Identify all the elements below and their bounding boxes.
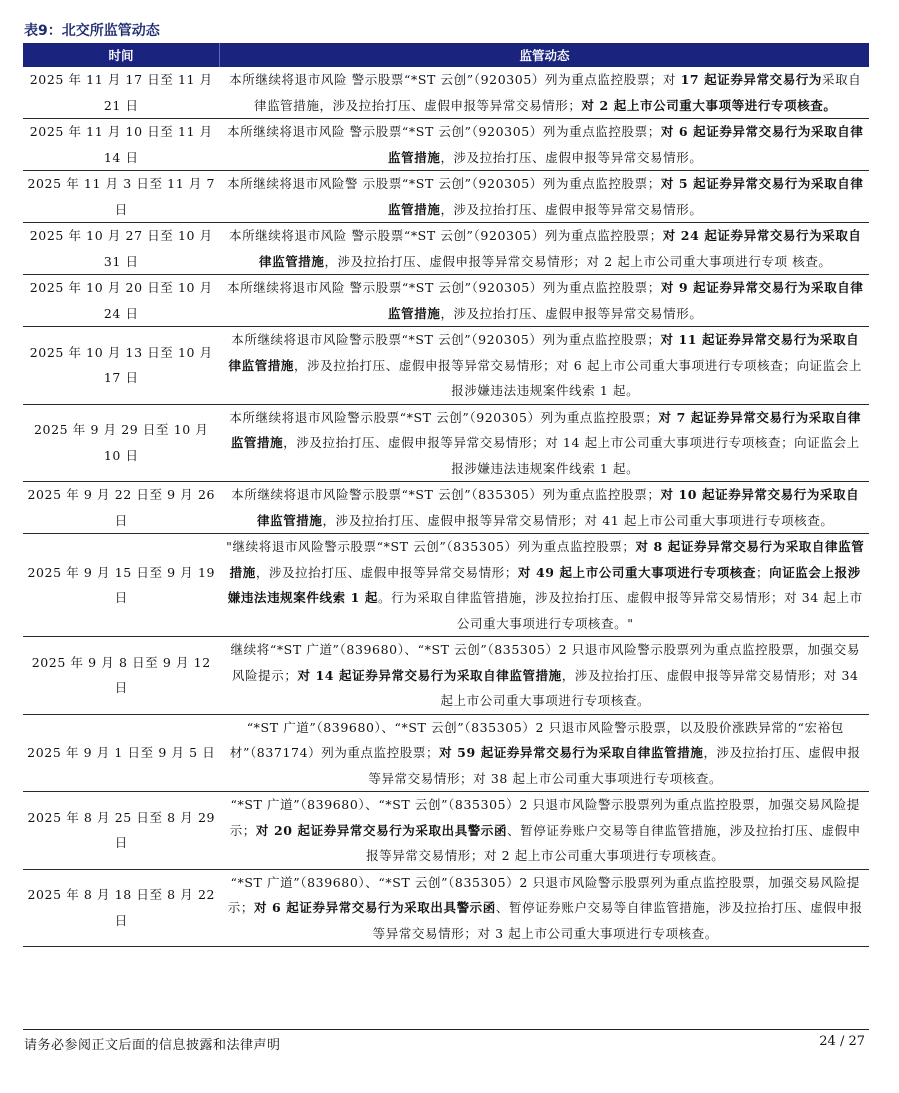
footer-disclaimer: 请务必参阅正文后面的信息披露和法律声明 [24,1038,281,1053]
content-emphasis: 对 5 起证券异常交易行为采取自律监管措施 [388,176,864,217]
row-content [220,792,870,870]
table-row [23,482,869,534]
content-text: 采取自律监管措施，涉及拉抬打压、虚假申报等异常交易情形； [253,72,862,113]
table-row [23,792,869,870]
content-emphasis: 对 14 起证券异常交易行为采取自律监管措施 [297,667,562,683]
column-header-time: 时间 [23,43,220,67]
table-row [23,327,869,405]
footer-divider [23,1029,869,1030]
row-content [220,482,870,534]
table-header-row [23,43,869,67]
table-row [23,534,869,637]
content-emphasis: 对 6 起证券异常交易行为采取自律监管措施 [388,124,864,165]
row-content [220,637,870,715]
content-text: 本所继续将退市风险警示股票“*ST 云创”（835305）列为重点监控股票； [231,487,661,502]
row-content [220,275,870,327]
row-content [220,534,870,637]
content-text: “*ST 广道”（839680）、“*ST 云创”（835305）2 只退市风险警示股票列为重点监控股票，加强交易风险提示； [229,797,860,838]
row-time: 2025 年 11 月 10 日至 11 月 14 日 [23,119,220,171]
row-time: 2025 年 10 月 20 日至 10 月 24 日 [23,275,220,327]
row-content [220,171,870,223]
table-body [23,67,869,947]
table-row [23,67,869,119]
row-time: 2025 年 8 月 25 日至 8 月 29 日 [23,792,220,870]
table-row [23,119,869,171]
content-emphasis: 对 49 起上市公司重大事项进行专项核查 [517,564,756,580]
row-content [220,714,870,792]
row-content [220,327,870,405]
content-text: 本所继续将退市风险警示股票“*ST 云创”（920305）列为重点监控股票； [231,332,661,347]
content-text: 本所继续将退市风险警 示股票“*ST 云创”（920305）列为重点监控股票； [227,176,661,191]
table-row [23,171,869,223]
content-text: 本所继续将退市风险警示股票“*ST 云创”（920305）列为重点监控股票； [229,409,659,425]
content-text: "继续将退市风险警示股票“*ST 云创”（835305）列为重点监控股票； [226,539,636,554]
content-emphasis: 对 9 起证券异常交易行为采取自律监管措施 [388,280,864,321]
row-time: 2025 年 11 月 3 日至 11 月 7 日 [23,171,220,223]
row-time: 2025 年 9 月 29 日至 10 月 10 日 [23,404,220,482]
content-text: ； [756,564,770,580]
content-emphasis: 17 起证券异常交易行为 [680,72,823,87]
row-time: 2025 年 10 月 27 日至 10 月 31 日 [23,223,220,275]
content-emphasis: 向证监会上报涉嫌违法违规案件线索 1 起 [227,564,861,605]
row-content [220,223,870,275]
table-row [23,275,869,327]
row-time: 2025 年 9 月 22 日至 9 月 26 日 [23,482,220,534]
content-text: ，涉及拉抬打压、虚假申报等异常交易情形。 [440,149,703,165]
row-time: 2025 年 11 月 17 日至 11 月 21 日 [23,67,220,119]
content-text: 本所继续将退市风险 警示股票“*ST 云创”（920305）列为重点监控股票； [228,228,663,243]
table-row [23,714,869,792]
row-time: 2025 年 9 月 8 日至 9 月 12 日 [23,637,220,715]
content-text: 本所继续将退市风险 警示股票“*ST 云创”（920305）列为重点监控股票； [227,124,661,139]
content-emphasis: 对 24 起证券异常交易行为采取自律监管措施 [259,228,862,269]
row-content [220,67,870,119]
content-text: “*ST 广道”（839680）、“*ST 云创”（835305）2 只退市风险警示股票，以及股价涨跌异常的“宏裕包材”（837174）列为重点监控股票； [229,719,844,760]
content-text: ，涉及拉抬打压、虚假申报等异常交易情形。 [440,201,703,217]
content-emphasis: 对 7 起证券异常交易行为采取自律监管措施 [230,409,862,450]
content-emphasis: 对 59 起证券异常交易行为采取自律监管措施 [439,745,704,760]
content-emphasis: 对 2 起上市公司重大事项等进行专项核查。 [581,97,837,113]
table-title: 表9：北交所监管动态 [24,23,160,39]
content-text: 、暂停证券账户交易等自律监管措施，涉及拉抬打压、虚假申报等异常交易情形；对 2 起上市公司重大事项进行专项核查。 [366,822,861,863]
row-time: 2025 年 10 月 13 日至 10 月 17 日 [23,327,220,405]
content-text: 。行为采取自律监管措施，涉及拉抬打压、虚假申报等异常交易情形；对 34 起上市公司重大事项进行专项核查。" [377,590,863,631]
content-text: 本所继续将退市风险 警示股票“*ST 云创”（920305）列为重点监控股票； [227,280,661,295]
row-content [220,869,870,947]
content-text: 本所继续将退市风险 警示股票“*ST 云创”（920305）列为重点监控股票；对 [229,72,681,87]
content-text: ，涉及拉抬打压、虚假申报等异常交易情形；对 38 起上市公司重大事项进行专项核查。 [368,745,861,786]
table-row [23,404,869,482]
table-row [23,223,869,275]
regulatory-table [23,43,869,947]
row-content [220,119,870,171]
content-text: 继续将“*ST 广道”（839680）、“*ST 云创”（835305）2 只退市风险警示股票列为重点监控股票，加强交易风险提示； [230,642,860,683]
table-row [23,869,869,947]
content-text: ，涉及拉抬打压、虚假申报等异常交易情形； [255,564,518,580]
row-time: 2025 年 9 月 1 日至 9 月 5 日 [23,714,220,792]
content-text: 、暂停证券账户交易等自律监管措施，涉及拉抬打压、虚假申报等异常交易情形；对 3 起上市公司重大事项进行专项核查。 [372,900,863,941]
content-text: ，涉及拉抬打压、虚假申报等异常交易情形；对 34 起上市公司重大事项进行专项核查。 [440,667,859,708]
content-emphasis: 对 11 起证券异常交易行为采取自律监管措施 [228,332,860,373]
column-header-content: 监管动态 [220,43,870,67]
content-emphasis: 对 20 起证券异常交易行为采取出具警示函 [255,822,508,838]
content-emphasis: 对 10 起证券异常交易行为采取自律监管措施 [257,487,860,528]
content-emphasis: 对 6 起证券异常交易行为采取出具警示函 [253,900,496,915]
row-time: 2025 年 8 月 18 日至 8 月 22 日 [23,869,220,947]
content-text: ，涉及拉抬打压、虚假申报等异常交易情形；对 41 起上市公司重大事项进行专项核查。 [322,512,834,528]
content-text: ，涉及拉抬打压、虚假申报等异常交易情形；对 6 起上市公司重大事项进行专项核查；向证监会上报涉嫌违法违规案件线索 1 起。 [294,357,862,398]
content-text: ，涉及拉抬打压、虚假申报等异常交易情形；对 14 起上市公司重大事项进行专项核查；向证监会上报涉嫌违法违规案件线索 1 起。 [283,435,860,476]
table-row [23,637,869,715]
page-number: 24 / 27 [819,1034,865,1049]
content-emphasis: 对 8 起证券异常交易行为采取自律监管措施 [229,539,865,580]
content-text: “*ST 广道”（839680）、“*ST 云创”（835305）2 只退市风险警示股票列为重点监控股票，加强交易风险提示； [227,874,860,915]
row-content [220,404,870,482]
content-text: ，涉及拉抬打压、虚假申报等异常交易情形。 [440,305,703,321]
content-text: ，涉及拉抬打压、虚假申报等异常交易情形；对 2 起上市公司重大事项进行专项 核查。 [324,253,832,269]
row-time: 2025 年 9 月 15 日至 9 月 19 日 [23,534,220,637]
